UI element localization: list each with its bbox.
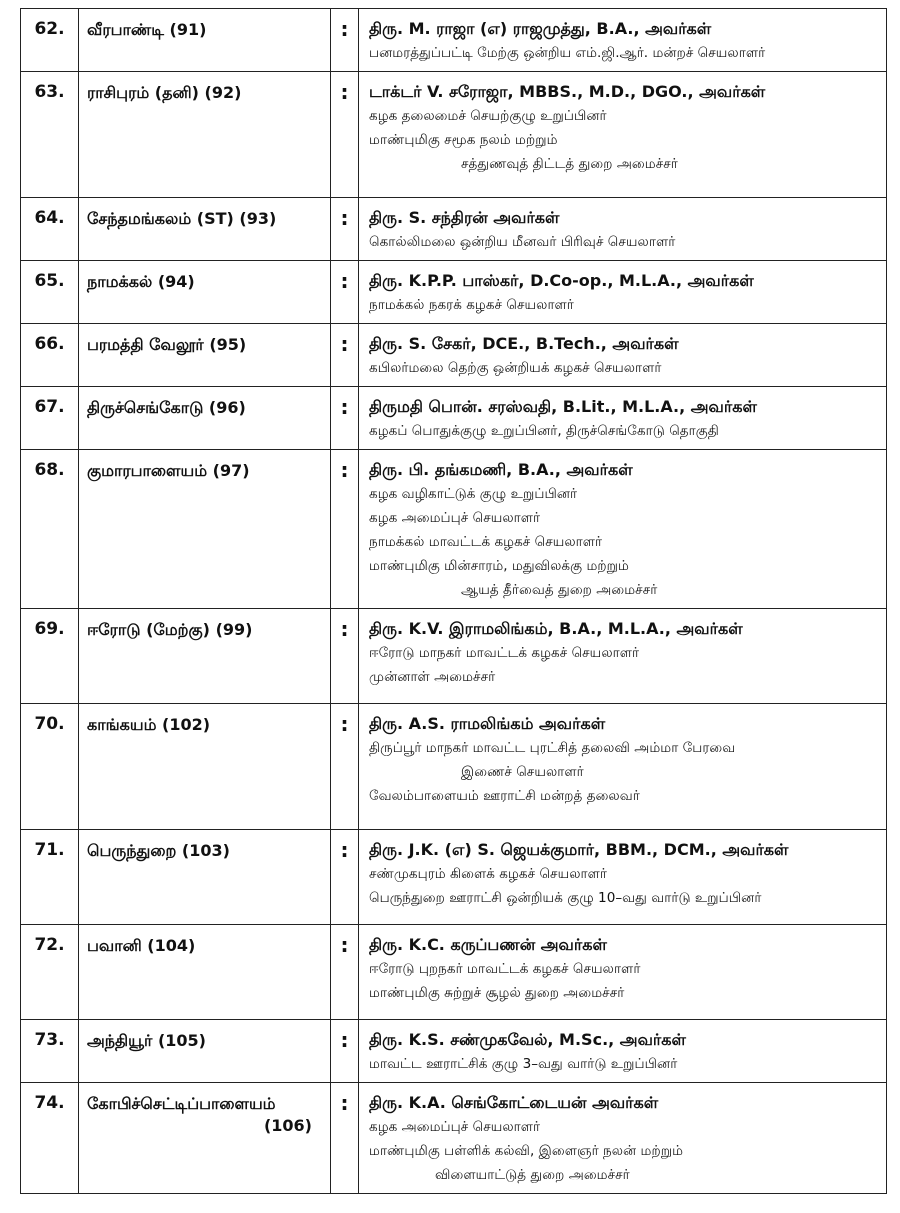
- constituency-name: பவானி (104): [87, 936, 196, 955]
- serial-number: 71.: [21, 830, 79, 925]
- constituency-cell: [79, 198, 331, 261]
- serial-number: 69.: [21, 609, 79, 704]
- candidate-position: கழக வழிகாட்டுக் குழு உறுப்பினர்: [369, 486, 578, 502]
- constituency-cell: [79, 324, 331, 387]
- candidate-list: [20, 8, 886, 1194]
- candidate-position: மாண்புமிகு பள்ளிக் கல்வி, இளைஞர் நலன் மற்றும்: [369, 1143, 684, 1159]
- candidate-name: திருமதி பொன். சரஸ்வதி, B.Lit., M.L.A., அவர்கள்: [369, 397, 757, 416]
- candidate-details: [359, 261, 887, 324]
- table-row: [21, 704, 887, 830]
- table-row: [21, 925, 887, 1020]
- constituency-cell: [79, 9, 331, 72]
- constituency-cell: [79, 925, 331, 1020]
- constituency-name: சேந்தமங்கலம் (ST) (93): [87, 209, 277, 228]
- candidate-position: திருப்பூர் மாநகர் மாவட்ட புரட்சித் தலைவி அம்மா பேரவை: [369, 740, 736, 756]
- constituency-name: வீரபாண்டி (91): [87, 20, 207, 39]
- candidate-position: மாண்புமிகு மின்சாரம், மதுவிலக்கு மற்றும்: [369, 558, 629, 574]
- candidate-position: மாண்புமிகு சுற்றுச் சூழல் துறை அமைச்சர்: [369, 985, 625, 1001]
- candidate-position: ஈரோடு புறநகர் மாவட்டக் கழகச் செயலாளர்: [369, 961, 641, 977]
- candidate-position: விளையாட்டுத் துறை அமைச்சர்: [435, 1167, 630, 1183]
- serial-number: 64.: [21, 198, 79, 261]
- separator-colon: :: [331, 450, 359, 609]
- candidate-name: திரு. K.V. இராமலிங்கம், B.A., M.L.A., அவர்கள்: [369, 619, 743, 638]
- candidate-position: வேலம்பாளையம் ஊராட்சி மன்றத் தலைவர்: [369, 788, 640, 804]
- separator-colon: :: [331, 9, 359, 72]
- separator-colon: :: [331, 261, 359, 324]
- candidate-details: [359, 387, 887, 450]
- candidate-name: திரு. S. சேகர், DCE., B.Tech., அவர்கள்: [369, 334, 679, 353]
- candidate-position: சத்துணவுத் திட்டத் துறை அமைச்சர்: [461, 156, 678, 172]
- constituency-name: அந்தியூர் (105): [87, 1031, 206, 1050]
- candidate-details: [359, 704, 887, 830]
- constituency-name: (106): [263, 1116, 312, 1135]
- serial-number: 65.: [21, 261, 79, 324]
- candidate-position: கழகப் பொதுக்குழு உறுப்பினர், திருச்செங்கோடு தொகுதி: [369, 423, 719, 439]
- candidate-position: சண்முகபுரம் கிளைக் கழகச் செயலாளர்: [369, 866, 607, 882]
- constituency-name: பரமத்தி வேலூர் (95): [87, 335, 247, 354]
- candidate-details: [359, 324, 887, 387]
- candidate-position: மாண்புமிகு சமூக நலம் மற்றும்: [369, 132, 558, 148]
- candidate-position: கபிலர்மலை தெற்கு ஒன்றியக் கழகச் செயலாளர்: [369, 360, 662, 376]
- table-row: [21, 1083, 887, 1194]
- candidate-details: [359, 450, 887, 609]
- serial-number: 72.: [21, 925, 79, 1020]
- constituency-name: நாமக்கல் (94): [87, 272, 195, 291]
- separator-colon: :: [331, 830, 359, 925]
- separator-colon: :: [331, 198, 359, 261]
- candidate-details: [359, 925, 887, 1020]
- candidate-details: [359, 830, 887, 925]
- table-row: [21, 609, 887, 704]
- separator-colon: :: [331, 609, 359, 704]
- candidate-details: [359, 1020, 887, 1083]
- candidate-position: இணைச் செயலாளர்: [461, 764, 584, 780]
- candidate-position: மாவட்ட ஊராட்சிக் குழு 3–வது வார்டு உறுப்பினர்: [369, 1056, 678, 1072]
- serial-number: 70.: [21, 704, 79, 830]
- table-row: [21, 261, 887, 324]
- table-row: [21, 72, 887, 198]
- candidate-name: திரு. J.K. (எ) S. ஜெயக்குமார், BBM., DCM., அவர்கள்: [369, 840, 789, 859]
- table-row: [21, 830, 887, 925]
- candidate-name: திரு. பி. தங்கமணி, B.A., அவர்கள்: [369, 460, 633, 479]
- candidate-name: திரு. K.P.P. பாஸ்கர், D.Co-op., M.L.A., அவர்கள்: [369, 271, 754, 290]
- constituency-name: ஈரோடு (மேற்கு) (99): [87, 620, 253, 639]
- candidate-details: [359, 1083, 887, 1194]
- constituency-cell: [79, 1083, 331, 1194]
- candidate-name: திரு. K.S. சண்முகவேல், M.Sc., அவர்கள்: [369, 1030, 686, 1049]
- candidate-position: நாமக்கல் மாவட்டக் கழகச் செயலாளர்: [369, 534, 603, 550]
- constituency-cell: [79, 261, 331, 324]
- constituency-cell: [79, 387, 331, 450]
- constituency-cell: [79, 609, 331, 704]
- serial-number: 66.: [21, 324, 79, 387]
- candidate-position: கழக அமைப்புச் செயலாளர்: [369, 510, 541, 526]
- serial-number: 74.: [21, 1083, 79, 1194]
- separator-colon: :: [331, 925, 359, 1020]
- constituency-name: குமாரபாளையம் (97): [87, 461, 250, 480]
- separator-colon: :: [331, 1020, 359, 1083]
- candidate-position: ஈரோடு மாநகர் மாவட்டக் கழகச் செயலாளர்: [369, 645, 640, 661]
- candidate-position: பெருந்துறை ஊராட்சி ஒன்றியக் குழு 10–வது வார்டு உறுப்பினர்: [369, 890, 762, 906]
- table-row: [21, 9, 887, 72]
- candidate-table: [20, 8, 887, 1194]
- table-row: [21, 387, 887, 450]
- candidate-details: [359, 9, 887, 72]
- constituency-name: பெருந்துறை (103): [87, 841, 230, 860]
- candidate-position: கழக அமைப்புச் செயலாளர்: [369, 1119, 541, 1135]
- candidate-name: திரு. K.A. செங்கோட்டையன் அவர்கள்: [369, 1093, 659, 1112]
- candidate-details: [359, 198, 887, 261]
- constituency-name: திருச்செங்கோடு (96): [87, 398, 246, 417]
- separator-colon: :: [331, 324, 359, 387]
- candidate-name: திரு. M. ராஜா (எ) ராஜமுத்து, B.A., அவர்கள்: [369, 19, 712, 38]
- candidate-rows: [21, 9, 887, 1194]
- candidate-details: [359, 72, 887, 198]
- table-row: [21, 450, 887, 609]
- constituency-name: காங்கயம் (102): [87, 715, 211, 734]
- constituency-name: கோபிச்செட்டிப்பாளையம்: [87, 1094, 276, 1113]
- candidate-position: கழக தலைமைச் செயற்குழு உறுப்பினர்: [369, 108, 607, 124]
- serial-number: 73.: [21, 1020, 79, 1083]
- candidate-position: கொல்லிமலை ஒன்றிய மீனவர் பிரிவுச் செயலாளர்: [369, 234, 676, 250]
- candidate-position: முன்னாள் அமைச்சர்: [369, 669, 496, 685]
- serial-number: 63.: [21, 72, 79, 198]
- table-row: [21, 1020, 887, 1083]
- constituency-name: ராசிபுரம் (தனி) (92): [87, 83, 242, 102]
- separator-colon: :: [331, 72, 359, 198]
- constituency-cell: [79, 450, 331, 609]
- serial-number: 62.: [21, 9, 79, 72]
- serial-number: 68.: [21, 450, 79, 609]
- candidate-name: திரு. A.S. ராமலிங்கம் அவர்கள்: [369, 714, 606, 733]
- separator-colon: :: [331, 387, 359, 450]
- constituency-cell: [79, 1020, 331, 1083]
- candidate-position: ஆயத் தீர்வைத் துறை அமைச்சர்: [461, 582, 658, 598]
- candidate-position: நாமக்கல் நகரக் கழகச் செயலாளர்: [369, 297, 574, 313]
- constituency-cell: [79, 830, 331, 925]
- table-row: [21, 324, 887, 387]
- candidate-details: [359, 609, 887, 704]
- constituency-cell: [79, 704, 331, 830]
- candidate-name: திரு. S. சந்திரன் அவர்கள்: [369, 208, 560, 227]
- table-row: [21, 198, 887, 261]
- constituency-cell: [79, 72, 331, 198]
- separator-colon: :: [331, 1083, 359, 1194]
- separator-colon: :: [331, 704, 359, 830]
- candidate-name: திரு. K.C. கருப்பணன் அவர்கள்: [369, 935, 607, 954]
- candidate-name: டாக்டர் V. சரோஜா, MBBS., M.D., DGO., அவர்கள்: [369, 82, 766, 101]
- serial-number: 67.: [21, 387, 79, 450]
- candidate-position: பனமரத்துப்பட்டி மேற்கு ஒன்றிய எம்.ஜி.ஆர். மன்றச் செயலாளர்: [369, 45, 766, 61]
